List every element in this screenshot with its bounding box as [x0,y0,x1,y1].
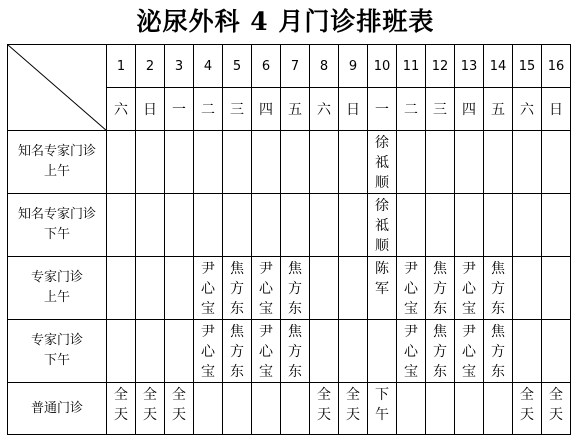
schedule-cell [310,320,339,383]
schedule-cell [281,383,310,435]
schedule-cell [368,131,397,194]
doctor-name: 尹 心 宝 [201,324,215,380]
doctor-name: 焦 方 东 [433,261,447,317]
weekday-header: 一 [368,88,397,131]
schedule-cell [513,257,542,320]
schedule-table [7,44,571,435]
doctor-name: 尹 心 宝 [201,261,215,317]
schedule-cell [223,257,252,320]
schedule-cell [455,131,484,194]
schedule-cell [397,320,426,383]
schedule-cell [165,320,194,383]
weekday-header: 六 [310,88,339,131]
schedule-row [8,131,571,194]
weekday-header: 六 [107,88,136,131]
schedule-cell [484,383,513,435]
schedule-cell [107,320,136,383]
schedule-cell [194,131,223,194]
weekday-header: 日 [136,88,165,131]
weekday-header: 一 [165,88,194,131]
date-header: 15 [513,45,542,88]
date-header: 1 [107,45,136,88]
schedule-cell [223,194,252,257]
date-header: 16 [542,45,571,88]
schedule-cell [513,320,542,383]
schedule-cell [368,194,397,257]
schedule-row [8,257,571,320]
doctor-name: 焦 方 东 [433,324,447,380]
schedule-cell [281,194,310,257]
weekday-header: 日 [542,88,571,131]
clinic-type-label [8,257,107,320]
schedule-cell [484,320,513,383]
clinic-type-label [8,320,107,383]
schedule-row [8,383,571,435]
clinic-type-label [8,131,107,194]
schedule-cell [542,257,571,320]
clinic-type-label-line: 普通门诊 [30,400,83,416]
schedule-cell [107,131,136,194]
schedule-cell [252,257,281,320]
schedule-cell [484,257,513,320]
schedule-cell [107,383,136,435]
weekday-header: 五 [281,88,310,131]
schedule-cell [542,194,571,257]
schedule-cell [165,257,194,320]
doctor-name: 全 天 [520,387,534,423]
schedule-cell [542,320,571,383]
date-header: 11 [397,45,426,88]
doctor-name: 尹 心 宝 [404,324,418,380]
schedule-cell [136,383,165,435]
schedule-cell [484,131,513,194]
schedule-cell [426,320,455,383]
clinic-type-label-line: 下午 [43,227,70,242]
doctor-name: 尹 心 宝 [462,324,476,380]
schedule-cell [194,194,223,257]
doctor-name: 下 午 [375,387,389,423]
clinic-type-label-line: 知名专家门诊 [17,144,96,159]
schedule-cell [426,194,455,257]
weekday-header: 四 [252,88,281,131]
clinic-type-label-line: 上午 [43,164,70,179]
doctor-name: 尹 心 宝 [259,324,273,380]
weekday-header: 二 [397,88,426,131]
date-header: 6 [252,45,281,88]
date-header: 13 [455,45,484,88]
schedule-cell [426,131,455,194]
date-header: 4 [194,45,223,88]
date-header: 14 [484,45,513,88]
page-title: 泌尿外科 4 月门诊排班表 [136,7,435,36]
schedule-cell [136,257,165,320]
doctor-name: 尹 心 宝 [462,261,476,317]
schedule-cell [194,383,223,435]
weekday-header: 三 [426,88,455,131]
weekday-header: 四 [455,88,484,131]
schedule-cell [165,194,194,257]
schedule-cell [455,320,484,383]
doctor-name: 焦 方 东 [288,261,302,317]
schedule-cell [310,383,339,435]
schedule-cell [339,194,368,257]
date-header: 12 [426,45,455,88]
doctor-name: 全 天 [549,387,563,423]
schedule-cell [136,320,165,383]
schedule-cell [426,383,455,435]
date-header: 3 [165,45,194,88]
schedule-cell [513,194,542,257]
schedule-cell [368,257,397,320]
schedule-cell [107,257,136,320]
schedule-cell [426,257,455,320]
doctor-name: 焦 方 东 [491,261,505,317]
schedule-cell [455,383,484,435]
schedule-row [8,194,571,257]
schedule-cell [368,383,397,435]
schedule-cell [455,194,484,257]
schedule-cell [310,131,339,194]
diagonal-line [8,45,107,131]
schedule-cell [310,257,339,320]
clinic-type-label [8,383,107,435]
date-header: 7 [281,45,310,88]
schedule-cell [281,257,310,320]
schedule-cell [484,194,513,257]
clinic-type-label-line: 知名专家门诊 [17,207,96,222]
clinic-type-label-line: 下午 [43,353,70,368]
schedule-cell [397,383,426,435]
schedule-cell [136,194,165,257]
schedule-cell [513,383,542,435]
schedule-cell [513,131,542,194]
weekday-header: 五 [484,88,513,131]
schedule-cell [252,131,281,194]
date-header: 9 [339,45,368,88]
schedule-cell [397,257,426,320]
weekday-header: 六 [513,88,542,131]
schedule-cell [397,194,426,257]
date-header: 2 [136,45,165,88]
schedule-cell [223,131,252,194]
date-header: 8 [310,45,339,88]
date-header: 10 [368,45,397,88]
doctor-name: 焦 方 东 [230,261,244,317]
schedule-cell [339,383,368,435]
doctor-name: 焦 方 东 [230,324,244,380]
schedule-cell [455,257,484,320]
clinic-type-label-line: 专家门诊 [30,270,83,285]
schedule-cell [223,320,252,383]
schedule-cell [339,131,368,194]
clinic-type-label-line: 上午 [43,290,70,305]
schedule-cell [542,131,571,194]
date-header: 5 [223,45,252,88]
doctor-name: 焦 方 东 [288,324,302,380]
doctor-name: 尹 心 宝 [259,261,273,317]
doctor-name: 全 天 [317,387,331,423]
schedule-cell [368,320,397,383]
weekday-header: 日 [339,88,368,131]
weekday-header: 二 [194,88,223,131]
doctor-name: 全 天 [114,387,128,423]
doctor-name: 徐 祗 顺 [375,198,389,254]
doctor-name: 全 天 [346,387,360,423]
clinic-type-label [8,194,107,257]
clinic-type-label-line: 专家门诊 [30,333,83,348]
schedule-cell [107,194,136,257]
doctor-name: 徐 祗 顺 [375,135,389,191]
doctor-name: 陈 军 [375,261,389,297]
schedule-cell [136,131,165,194]
schedule-cell [252,320,281,383]
schedule-cell [223,383,252,435]
schedule-cell [165,383,194,435]
doctor-name: 全 天 [143,387,157,423]
schedule-cell [310,194,339,257]
schedule-cell [397,131,426,194]
schedule-cell [165,131,194,194]
schedule-cell [281,320,310,383]
schedule-cell [542,383,571,435]
schedule-cell [194,320,223,383]
schedule-row [8,320,571,383]
doctor-name: 全 天 [172,387,186,423]
schedule-cell [252,194,281,257]
schedule-cell [281,131,310,194]
doctor-name: 尹 心 宝 [404,261,418,317]
schedule-cell [252,383,281,435]
header-corner [8,45,107,131]
weekday-header: 三 [223,88,252,131]
schedule-cell [339,257,368,320]
schedule-cell [339,320,368,383]
doctor-name: 焦 方 东 [491,324,505,380]
schedule-cell [194,257,223,320]
